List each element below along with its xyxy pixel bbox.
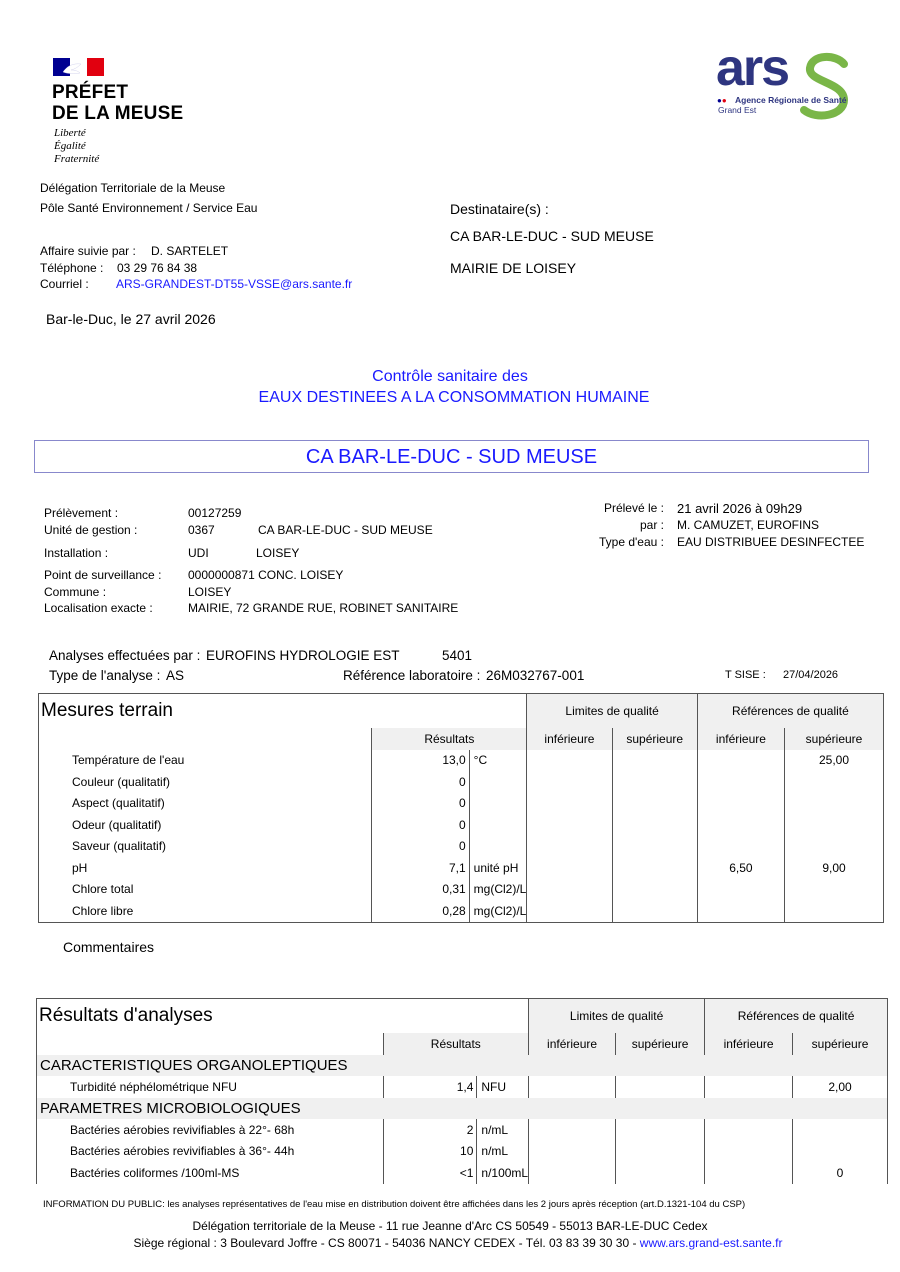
limit-superieure [616, 1162, 705, 1184]
section-title: PARAMETRES MICROBIOLOGIQUES [37, 1098, 888, 1120]
reference-inferieure [705, 1076, 793, 1098]
result-value: 0,31 [372, 879, 469, 901]
parameter-name: Turbidité néphélométrique NFU [70, 1079, 237, 1094]
resultats-lim-sup-header: supérieure [616, 1033, 705, 1055]
recipient-item: MAIRIE DE LOISEY [450, 260, 577, 276]
parameter-name: Aspect (qualitatif) [72, 796, 165, 811]
parameter-name: Couleur (qualitatif) [72, 774, 171, 789]
reference-inferieure [697, 771, 784, 793]
result-value: 0 [372, 836, 469, 858]
limit-inferieure [527, 900, 612, 922]
reference-superieure [793, 1119, 888, 1141]
type-eau-label: Type d'eau : [598, 535, 664, 549]
table-row [39, 814, 884, 836]
result-unit: mg(Cl2)/L [469, 879, 527, 901]
limit-inferieure [529, 1141, 616, 1163]
result-value: <1 [383, 1162, 477, 1184]
prelevement-label: Prélèvement : [44, 506, 119, 520]
parameter-name: Chlore libre [72, 903, 134, 918]
reference-inferieure: 6,50 [697, 857, 784, 879]
result-unit: n/mL [477, 1141, 529, 1163]
reference-inferieure [697, 750, 784, 772]
reference-inferieure [697, 900, 784, 922]
sender-line2: Pôle Santé Environnement / Service Eau [40, 201, 258, 215]
footer-line2 [0, 1236, 900, 1250]
resultats-lim-inf-header: inférieure [529, 1033, 616, 1055]
footer-siege: Siège régional : 3 Boulevard Joffre - CS 80071 - 54036 NANCY CEDEX - Tél. 03 83 39 30 30 - [133, 1236, 640, 1250]
point-label: Point de surveillance : [44, 568, 162, 582]
reference-inferieure [705, 1162, 793, 1184]
prefet-title [52, 82, 183, 124]
limit-superieure [612, 879, 697, 901]
recipients-label: Destinataire(s) : [450, 201, 549, 217]
preleve-label: Prélevé le : [603, 501, 664, 515]
reference-superieure [784, 836, 883, 858]
devise-fraternite: Fraternité [54, 153, 100, 165]
localisation-value: MAIRIE, 72 GRANDE RUE, ROBINET SANITAIRE [188, 601, 459, 615]
limit-inferieure [527, 750, 612, 772]
ars-logo-text: ars [716, 39, 789, 97]
result-unit: °C [469, 750, 527, 772]
table-row [37, 1076, 888, 1098]
tsise-label: T SISE : [725, 669, 766, 681]
result-unit [469, 814, 527, 836]
limit-inferieure [527, 836, 612, 858]
resultats-limites-header: Limites de qualité [529, 999, 705, 1034]
result-unit [469, 836, 527, 858]
terrain-lim-sup-header: supérieure [612, 728, 697, 750]
result-unit: NFU [477, 1076, 529, 1098]
reference-superieure [793, 1141, 888, 1163]
result-value: 10 [383, 1141, 477, 1163]
limit-superieure [612, 793, 697, 815]
footer-line1: Délégation territoriale de la Meuse - 11 rue Jeanne d'Arc CS 50549 - 55013 BAR-LE-DUC Cedex [192, 1219, 708, 1233]
tsise-value: 27/04/2026 [783, 669, 839, 681]
installation-code: UDI [188, 546, 209, 560]
unite-name: CA BAR-LE-DUC - SUD MEUSE [258, 523, 433, 537]
reference-superieure: 0 [836, 1165, 844, 1180]
parameter-name: pH [72, 860, 88, 875]
result-value: 0,28 [372, 900, 469, 922]
title-box: CA BAR-LE-DUC - SUD MEUSE [34, 440, 869, 473]
limit-inferieure [529, 1076, 616, 1098]
ars-region: Grand Est [718, 105, 757, 115]
limit-inferieure [529, 1119, 616, 1141]
prefet-line2: DE LA MEUSE [52, 103, 184, 124]
reference-superieure [784, 793, 883, 815]
par-label: par : [639, 518, 664, 532]
telephone-label: Téléphone : [40, 261, 104, 275]
ars-logo [716, 39, 856, 126]
lab-code: 5401 [442, 648, 473, 663]
terrain-ref-sup-header: supérieure [784, 728, 883, 750]
footer-website-link[interactable]: www.ars.grand-est.sante.fr [639, 1236, 783, 1250]
parameter-name: Température de l'eau [72, 753, 185, 768]
ref-labo-label: Référence laboratoire : [343, 668, 481, 683]
affaire-label: Affaire suivie par : [40, 244, 136, 258]
ars-subtitle: Agence Régionale de Santé [735, 95, 847, 105]
table-row [39, 900, 884, 922]
result-unit: mg(Cl2)/L [469, 900, 527, 922]
limit-inferieure [527, 879, 612, 901]
courriel-link[interactable]: ARS-GRANDEST-DT55-VSSE@ars.sante.fr [116, 277, 353, 291]
result-value: 0 [372, 814, 469, 836]
table-row [37, 1162, 888, 1184]
resultats-title: Résultats d'analyses [39, 1005, 213, 1026]
table-row [39, 857, 884, 879]
limit-inferieure [527, 857, 612, 879]
limit-inferieure [529, 1162, 616, 1184]
footer-info: INFORMATION DU PUBLIC: les analyses représentatives de l'eau mise en distribution doivent être affichées dans les 2 jours après réception (art.D.1321-104 du CSP) [43, 1199, 746, 1210]
parameter-name: Odeur (qualitatif) [72, 817, 162, 832]
reference-superieure [784, 900, 883, 922]
terrain-lim-inf-header: inférieure [527, 728, 612, 750]
type-analyse-value: AS [166, 668, 185, 683]
reference-superieure [784, 879, 883, 901]
type-eau-value: EAU DISTRIBUEE DESINFECTEE [677, 535, 865, 549]
commentaires-label: Commentaires [63, 939, 155, 955]
result-unit: n/100mL [477, 1162, 529, 1184]
devise [54, 127, 99, 166]
limit-inferieure [527, 814, 612, 836]
mesures-terrain-table [38, 693, 884, 923]
title-line2: EAUX DESTINEES A LA CONSOMMATION HUMAINE [258, 389, 650, 406]
result-value: 0 [372, 771, 469, 793]
parameter-name: Bactéries aérobies revivifiables à 36°- 44h [70, 1144, 295, 1159]
terrain-ref-inf-header: inférieure [697, 728, 784, 750]
parameter-name: Bactéries aérobies revivifiables à 22°- 68h [70, 1122, 295, 1137]
table-row [39, 793, 884, 815]
installation-label: Installation : [44, 546, 109, 560]
type-analyse-label: Type de l'analyse : [49, 668, 161, 683]
terrain-references-header: Références de qualité [697, 694, 883, 729]
reference-inferieure [697, 879, 784, 901]
limit-superieure [612, 857, 697, 879]
section-row [37, 1098, 888, 1120]
ars-dot-icon: ●● [717, 96, 727, 105]
point-value: 0000000871 CONC. LOISEY [188, 568, 344, 582]
result-value: 0 [372, 793, 469, 815]
installation-name: LOISEY [256, 546, 300, 560]
reference-inferieure [697, 814, 784, 836]
limit-superieure [612, 836, 697, 858]
table-row [37, 1141, 888, 1163]
limit-superieure [612, 900, 697, 922]
preleve-value: 21 avril 2026 à 09h29 [677, 501, 803, 516]
reference-superieure: 2,00 [828, 1079, 852, 1094]
limit-superieure [616, 1141, 705, 1163]
ref-labo-value: 26M032767-001 [486, 668, 585, 683]
terrain-limites-header: Limites de qualité [527, 694, 698, 729]
reference-superieure [784, 814, 883, 836]
result-value: 7,1 [372, 857, 469, 879]
commune-label: Commune : [44, 585, 107, 599]
reference-superieure: 9,00 [822, 860, 846, 875]
resultats-resultats-header: Résultats [383, 1033, 529, 1055]
reference-inferieure [705, 1141, 793, 1163]
limit-superieure [616, 1076, 705, 1098]
table-row [39, 750, 884, 772]
result-unit [469, 793, 527, 815]
devise-egalite: Égalité [54, 140, 86, 152]
result-unit: n/mL [477, 1119, 529, 1141]
reference-inferieure [697, 793, 784, 815]
result-value: 2 [383, 1119, 477, 1141]
table-row [39, 836, 884, 858]
unite-code: 0367 [188, 523, 215, 537]
parameter-name: Bactéries coliformes /100ml-MS [70, 1165, 240, 1180]
limit-inferieure [527, 771, 612, 793]
sender-line1: Délégation Territoriale de la Meuse [40, 181, 226, 195]
limit-superieure [612, 750, 697, 772]
unite-label: Unité de gestion : [44, 523, 138, 537]
analyses-value: EUROFINS HYDROLOGIE EST [206, 648, 400, 663]
reference-superieure: 25,00 [818, 753, 849, 768]
title-line1: Contrôle sanitaire des [372, 368, 528, 385]
parameter-name: Chlore total [72, 882, 134, 897]
resultats-ref-sup-header: supérieure [793, 1033, 888, 1055]
date-line: Bar-le-Duc, le 27 avril 2026 [46, 311, 216, 327]
par-value: M. CAMUZET, EUROFINS [677, 518, 820, 532]
terrain-resultats-header: Résultats [372, 728, 527, 750]
result-value: 13,0 [372, 750, 469, 772]
reference-inferieure [705, 1119, 793, 1141]
localisation-label: Localisation exacte : [44, 601, 153, 615]
devise-liberte: Liberté [54, 127, 86, 139]
reference-superieure [784, 771, 883, 793]
resultats-ref-inf-header: inférieure [705, 1033, 793, 1055]
affaire-value: D. SARTELET [151, 244, 229, 258]
courriel-label: Courriel : [40, 277, 89, 291]
reference-inferieure [697, 836, 784, 858]
terrain-title: Mesures terrain [41, 700, 173, 721]
prefet-line1: PRÉFET [52, 82, 129, 103]
section-row [37, 1055, 888, 1077]
prelevement-value: 00127259 [188, 506, 242, 520]
table-row [39, 879, 884, 901]
commune-value: LOISEY [188, 585, 232, 599]
resultats-references-header: Références de qualité [705, 999, 888, 1034]
marianne-flag-logo [53, 58, 104, 76]
limit-superieure [616, 1119, 705, 1141]
analyses-label: Analyses effectuées par : [49, 648, 201, 663]
limit-superieure [612, 814, 697, 836]
section-title: CARACTERISTIQUES ORGANOLEPTIQUES [37, 1055, 888, 1077]
table-row [39, 771, 884, 793]
telephone-value: 03 29 76 84 38 [117, 261, 198, 275]
recipient-item: CA BAR-LE-DUC - SUD MEUSE [450, 228, 654, 244]
limit-superieure [612, 771, 697, 793]
resultats-analyses-table [36, 998, 888, 1184]
result-unit: unité pH [469, 857, 527, 879]
parameter-name: Saveur (qualitatif) [72, 839, 167, 854]
result-unit [469, 771, 527, 793]
table-row [37, 1119, 888, 1141]
limit-inferieure [527, 793, 612, 815]
result-value: 1,4 [383, 1076, 477, 1098]
